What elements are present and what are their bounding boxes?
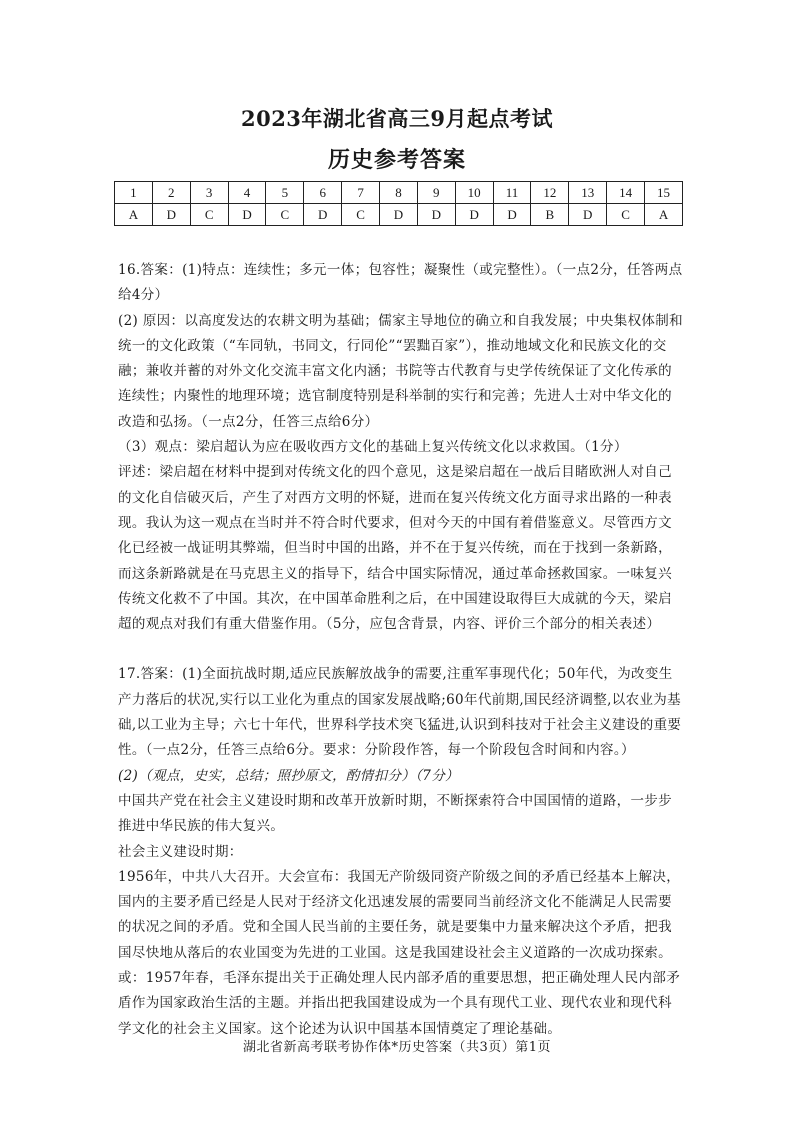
answer-cell: D	[569, 204, 607, 226]
question-number-cell: 3	[190, 182, 228, 204]
question-number-cell: 11	[493, 182, 531, 204]
q17-period-heading: 社会主义建设时期：	[118, 843, 243, 860]
question-number-cell: 1	[115, 182, 153, 204]
answer-cell: D	[455, 204, 493, 226]
answer-cell: A	[115, 204, 153, 226]
question-number-row	[115, 182, 683, 204]
q17-evidence-1957: 或：1957年春，毛泽东提出关于正确处理人民内部矛盾的重要思想，把正确处理人民内部矛盾作为国家政治生活的主题。并指出把我国建设成为一个具有现代工业、现代农业和现代科学文化的社会主义国家。这个论述为认识中国基本国情奠定了理论基础。	[118, 970, 681, 1037]
question-number-cell: 5	[266, 182, 304, 204]
q17-part2-heading: (2)（观点，史实，总结；照抄原文，酌情扣分）（7分）	[118, 767, 459, 784]
answer-cell: D	[380, 204, 418, 226]
answer-cell: D	[493, 204, 531, 226]
page-subtitle: 历史参考答案	[327, 147, 466, 173]
answer-cell: D	[304, 204, 342, 226]
answer-cell: C	[266, 204, 304, 226]
answer-cell: C	[342, 204, 380, 226]
answer-cell: A	[645, 204, 683, 226]
question-number-cell: 10	[455, 182, 493, 204]
answer-cell: C	[607, 204, 645, 226]
q16-part2: (2) 原因：以高度发达的农耕文明为基础；儒家主导地位的确立和自我发展；中央集权体制和统一的文化政策（“车同轨，书同文，行同伦”“罢黜百家”），推动地域文化和民族文化的交融；兼收并蓄的对外文化交流丰富文化内涵；书院等古代教育与史学传统保证了文化传承的连续性；内聚性的地理环境；选官制度特别是科举制的实行和完善；先进人士对中华文化的改造和弘扬。（一点2分，任答三点给6分）	[118, 312, 683, 430]
answer-content	[118, 258, 684, 1042]
answer-cell: D	[417, 204, 455, 226]
question-number-cell: 2	[152, 182, 190, 204]
question-number-cell: 9	[417, 182, 455, 204]
page-footer: 湖北省新高考联考协作体*历史答案（共3页）第1页	[242, 1040, 552, 1055]
answer-cell: D	[228, 204, 266, 226]
answer-table	[114, 181, 683, 226]
answer-row	[115, 204, 683, 226]
q17-part1: 17.答案：(1)全面抗战时期,适应民族解放战争的需要,注重军事现代化；50年代，为改变生产力落后的状况,实行以工业化为重点的国家发展战略;60年代前期,国民经济调整,以农业为基础,以工业为主导；六七十年代，世界科学技术突飞猛进,认识到科技对于社会主义建设的重要性。（一点2分，任答三点给6分。要求：分阶段作答，每一个阶段包含时间和内容。）	[118, 666, 682, 759]
question-number-cell: 4	[228, 182, 266, 204]
question-number-cell: 13	[569, 182, 607, 204]
question-number-cell: 7	[342, 182, 380, 204]
answer-cell: C	[190, 204, 228, 226]
answer-cell: D	[152, 204, 190, 226]
q16-part3-viewpoint: （3）观点：梁启超认为应在吸收西方文化的基础上复兴传统文化以求救国。（1分）	[118, 439, 628, 456]
question-number-cell: 15	[645, 182, 683, 204]
q16-part1: 16.答案：(1)特点：连续性；多元一体；包容性；凝聚性（或完整性）。（一点2分，任答两点给4分）	[118, 262, 683, 304]
page-title: 2023年湖北省高三9月起点考试	[240, 106, 554, 131]
question-number-cell: 8	[380, 182, 418, 204]
section-gap	[118, 637, 684, 662]
question-number-cell: 14	[607, 182, 645, 204]
question-number-cell: 6	[304, 182, 342, 204]
q17-evidence-1956: 1956年，中共八大召开。大会宣布：我国无产阶级同资产阶级之间的矛盾已经基本上解决，国内的主要矛盾已经是人民对于经济文化迅速发展的需要同当前经济文化不能满足人民需要的状况之间的矛盾。党和全国人民当前的主要任务，就是要集中力量来解决这个矛盾，把我国尽快地从落后的农业国变为先进的工业国。这是我国建设社会主义道路的一次成功探索。	[118, 868, 681, 961]
answer-cell: B	[531, 204, 569, 226]
q16-part3-review: 评述：梁启超在材料中提到对传统文化的四个意见，这是梁启超在一战后目睹欧洲人对自己的文化自信破灭后，产生了对西方文明的怀疑，进而在复兴传统文化方面寻求出路的一种表现。我认为这一观点在当时并不符合时代要求，但对今天的中国有着借鉴意义。尽管西方文化已经被一战证明其弊端，但当时中国的出路，并不在于复兴传统，而在于找到一条新路，而这条新路就是在马克思主义的指导下，结合中国实际情况，通过革命拯救国家。一味复兴传统文化救不了中国。其次，在中国革命胜利之后，在中国建设取得巨大成就的今天，梁启超的观点对我们有重大借鉴作用。（5分，应包含背景，内容、评价三个部分的相关表述）	[118, 464, 672, 633]
question-number-cell: 12	[531, 182, 569, 204]
q17-thesis: 中国共产党在社会主义建设时期和改革开放新时期，不断探索符合中国国情的道路，一步步推进中华民族的伟大复兴。	[118, 792, 672, 835]
